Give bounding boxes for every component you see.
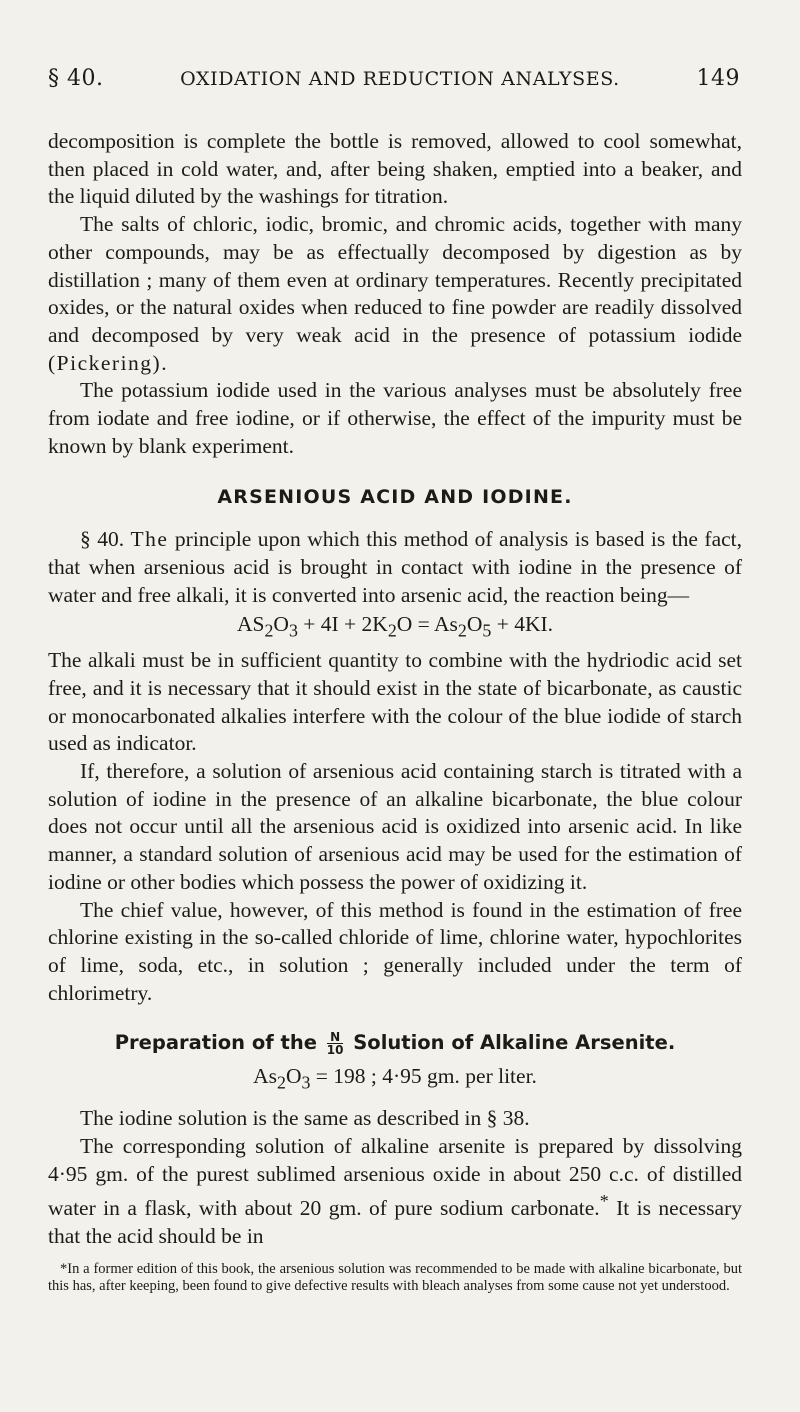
fraction-n-10 (327, 1031, 344, 1056)
eq-term: + 4I + 2K (303, 612, 388, 637)
paragraph-4 (48, 526, 742, 609)
eq2-sub: 2 (276, 1072, 286, 1093)
section-mark: § 40. (80, 527, 125, 552)
eq-term: + 4KI. (496, 612, 554, 637)
header-title: OXIDATION AND REDUCTION ANALYSES. (180, 68, 620, 90)
eq-sub: 2 (457, 620, 467, 641)
paragraph-4-text: principle upon which this method of analysis is based is the fact, that when arsenious acid is brought in contact with iodine in the presence of water and free alkali, it is converted into arsenic acid, the reaction being— (48, 527, 743, 607)
eq2-rest: = 198 ; 4·95 gm. per liter. (315, 1064, 537, 1089)
eq-term: O = As (396, 612, 458, 637)
eq-o: O (273, 612, 289, 637)
paragraph-5: The alkali must be in sufficient quantity to combine with the hydriodic acid set free, and it is necessary that it should exist in the state of bicarbonate, as caustic or monocarbonated alkalies interfere with the colour of the blue iodide of starch used as indicator. (48, 648, 742, 756)
footnote: *In a former edition of this book, the arsenious solution was recommended to be made with alkaline bicarbonate, but this has, after keeping, been found to give defective results with bleach analyses from some cause not yet understood. (48, 1260, 742, 1294)
paragraph-9-text: The corresponding solution of alkaline arsenite is prepared by dissolving 4·95 gm. of the purest sublimed arsenious oxide in about 250 c.c. of distilled water in a flask, with about 20 gm. of pure sodium carbonate. (48, 1133, 742, 1221)
paragraph-9-end: It is necessary that the acid should be in (48, 1196, 742, 1249)
paragraph-2 (48, 211, 742, 377)
paragraph-6: If, therefore, a solution of arsenious acid containing starch is titrated with a solution of iodine in the presence of an alkaline bicarbonate, the blue colour does not occur until all the arsenious acid is oxidized into arsenic acid. In like manner, a standard solution of arsenious acid may be used for the estimation of iodine or other bodies which possess the power of oxidizing it. (48, 759, 742, 894)
fraction-denominator: 10 (326, 1043, 344, 1058)
citation-pickering: (Pickering). (48, 350, 169, 375)
page-header (48, 66, 740, 91)
heading2-before: Preparation of the (114, 1031, 317, 1055)
formula-weight-line (48, 1063, 742, 1097)
eq-sub: 2 (387, 620, 397, 641)
heading2-after: Solution of Alkaline Arsenite. (353, 1031, 676, 1055)
footnote-marker: * (599, 1191, 609, 1212)
eq2-o: O (285, 1064, 302, 1089)
eq2-sub: 3 (301, 1072, 311, 1093)
paragraph-9 (48, 1133, 742, 1251)
eq-sub: 3 (288, 620, 298, 641)
page-number: 149 (696, 66, 740, 91)
paragraph-2-text: The salts of chloric, iodic, bromic, and chromic acids, together with many other compounds, may be as effectually decomposed by digestion as by distillation ; many of them even at ordinary temperatures. Recently precipitated oxides, or the natural oxides when reduced to fine powder are readily dissolved and decomposed by very weak acid in the presence of potassium iodide (48, 212, 742, 347)
eq-as: AS (236, 612, 265, 637)
section-heading-arsenious-acid: ARSENIOUS ACID AND IODINE. (217, 486, 573, 509)
paragraph-8: The iodine solution is the same as described in § 38. (80, 1106, 530, 1131)
eq-sub: 5 (482, 620, 492, 641)
header-section: § 40. (48, 66, 104, 91)
reaction-equation (48, 611, 742, 645)
section-heading-preparation (48, 1029, 742, 1057)
eq-o: O (466, 612, 483, 637)
fraction-numerator: N (327, 1031, 344, 1044)
eq2-as: As (253, 1064, 277, 1089)
paragraph-1: decomposition is complete the bottle is removed, allowed to cool somewhat, then placed in cold water, and, after being shaken, emptied into a beaker, and the liquid diluted by the washings for titration. (48, 129, 742, 209)
page-body (48, 128, 742, 1295)
eq-sub: 2 (264, 620, 274, 641)
paragraph-3: The potassium iodide used in the various analyses must be absolutely free from iodate and free iodine, or if otherwise, the effect of the impurity must be known by blank experiment. (48, 378, 742, 458)
paragraph-7: The chief value, however, of this method is found in the estimation of free chlorine existing in the so-called chloride of lime, chlorine water, hypochlorites of lime, soda, etc., in solution ; generally included under the term of chlorimetry. (48, 897, 742, 1005)
smallcaps-the: The (130, 527, 169, 552)
